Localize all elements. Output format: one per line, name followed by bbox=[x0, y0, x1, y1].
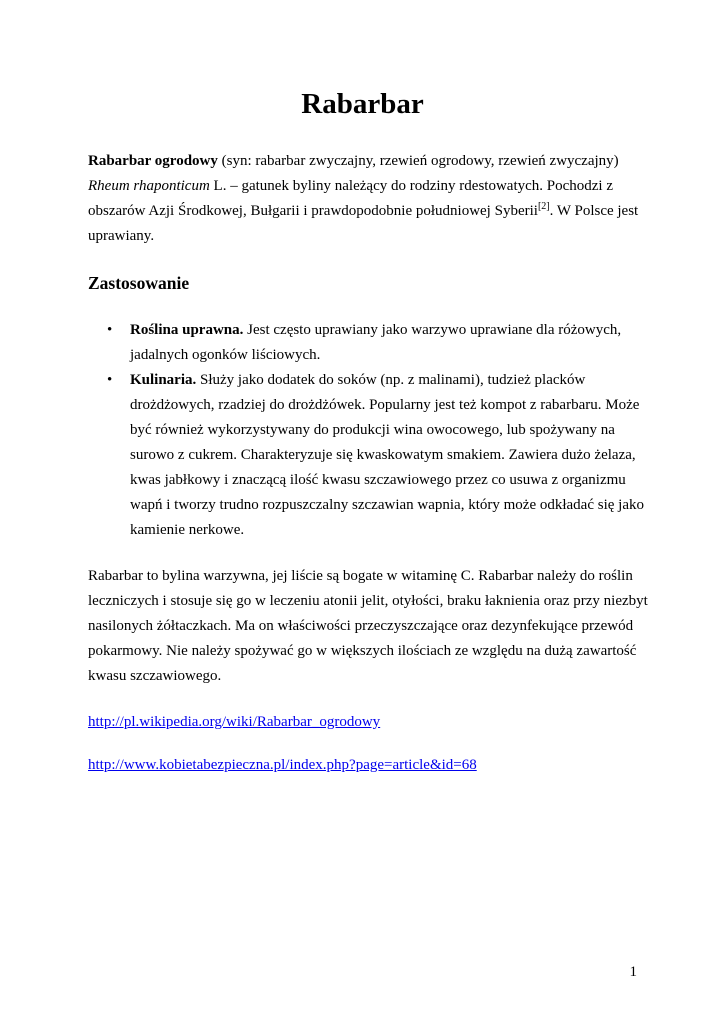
bullet-list bbox=[88, 318, 648, 543]
bullet-icon: • bbox=[107, 322, 113, 338]
list-item-text: Służy jako dodatek do soków (np. z malinami), tudzież placków drożdżowych, rzadziej do drożdżówek. Popularny jest też kompot z rabarbaru. Może być również wykorzystywany do produkcji wina owocowego, lub spożywany na surowo z cukrem. Charakteryzuje się kwaskowatym smakiem. Zawiera dużo żelaza, kwas jabłkowy i znaczącą ilość kwasu szczawiowego przez co usuwa z organizmu wapń i tworzy trudno rozpuszczalny szczawian wapnia, który może odkładać się jako kamienie nerkowe. bbox=[130, 372, 644, 538]
list-item bbox=[88, 318, 648, 368]
list-item-label: Roślina uprawna. bbox=[130, 322, 244, 338]
list-item bbox=[88, 368, 648, 543]
intro-term: Rabarbar ogrodowy bbox=[88, 153, 218, 169]
intro-paragraph bbox=[88, 149, 648, 249]
footnote-reference[interactable]: [2] bbox=[537, 201, 550, 212]
kobietabezpieczna-link[interactable]: http://www.kobietabezpieczna.pl/index.php?page=article&id=68 bbox=[88, 757, 477, 773]
intro-synonyms: (syn: rabarbar zwyczajny, rzewień ogrodowy, rzewień zwyczajny) bbox=[217, 153, 619, 169]
bullet-icon: • bbox=[107, 372, 113, 388]
document-body bbox=[88, 149, 648, 796]
link-row bbox=[88, 710, 648, 735]
page-title: Rabarbar bbox=[301, 88, 424, 120]
page-number: 1 bbox=[629, 964, 637, 980]
intro-text: L. – gatunek byliny należący do rodziny rdestowatych. Pochodzi z obszarów Azji Środkowej, Bułgarii i prawdopodobnie południowej Syberii bbox=[88, 178, 614, 219]
intro-text-end: . W Polsce jest uprawiany. bbox=[88, 203, 639, 244]
list-item-text: Jest często uprawiany jako warzywo uprawiane dla różowych, jadalnych ogonków liściowych. bbox=[130, 322, 622, 363]
wikipedia-link[interactable]: http://pl.wikipedia.org/wiki/Rabarbar_ogrodowy bbox=[88, 714, 381, 730]
link-row bbox=[88, 753, 648, 778]
body-paragraph: Rabarbar to bylina warzywna, jej liście są bogate w witaminę C. Rabarbar należy do roślin leczniczych i stosuje się go w leczeniu atonii jelit, otyłości, braku łaknienia oraz przy niezbyt nasilonych żółtaczkach. Ma on właściwości przeczyszczające oraz dezynfekujące przewód pokarmowy. Nie należy spożywać go w większych ilościach ze względu na dużą zawartość kwasu szczawiowego. bbox=[88, 568, 648, 684]
section-heading: Zastosowanie bbox=[88, 273, 190, 293]
list-item-label: Kulinaria. bbox=[130, 372, 197, 388]
intro-latin-name: Rheum rhaponticum bbox=[88, 178, 210, 194]
